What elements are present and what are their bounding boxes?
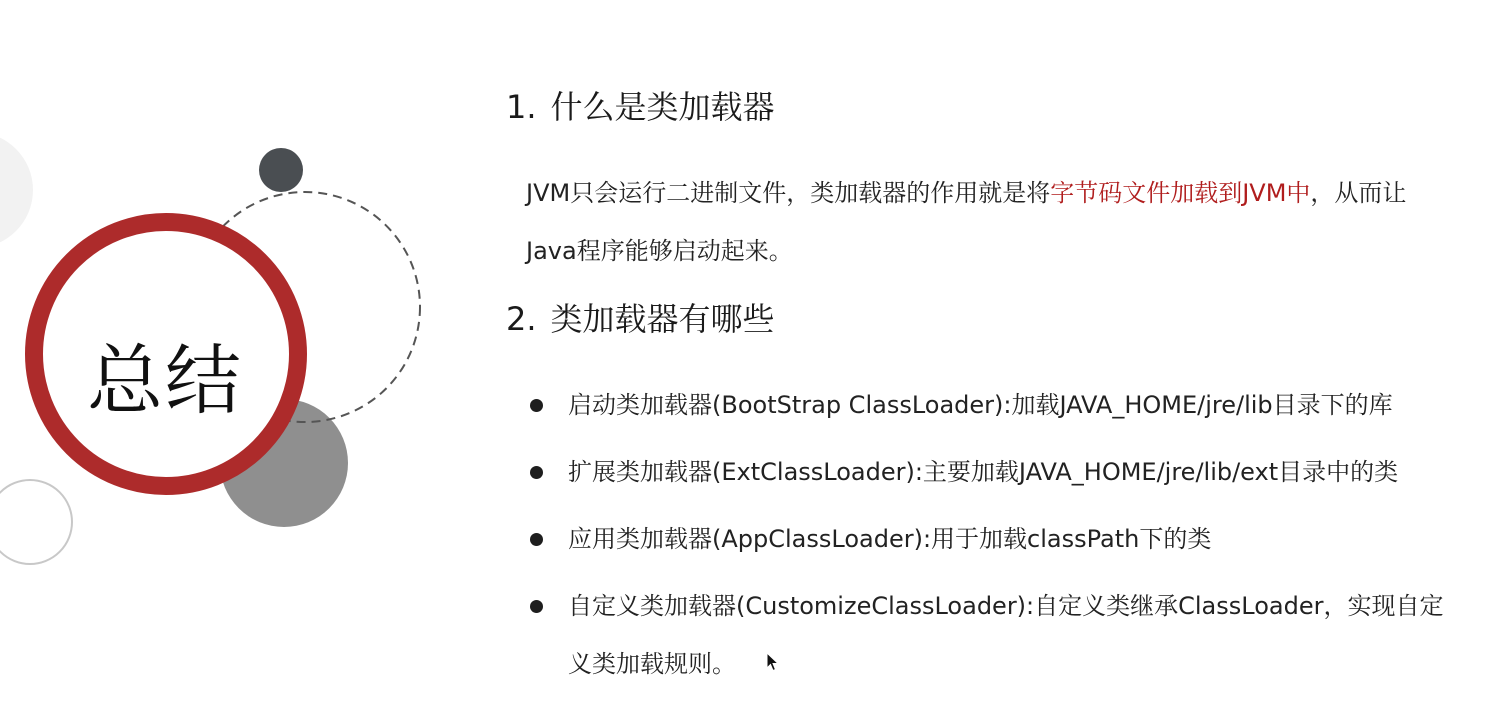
list-item-text: 扩展类加载器(ExtClassLoader):主要加载JAVA_HOME/jre/lib/ext目录中的类 <box>568 458 1399 486</box>
bullet-icon <box>530 466 543 479</box>
list-item <box>528 443 1458 501</box>
classloader-list <box>528 376 1458 702</box>
list-item <box>528 376 1458 434</box>
bullet-icon <box>530 600 543 613</box>
dark-dot-decor <box>259 148 303 192</box>
light-gray-circle-decor <box>0 132 33 248</box>
section-1-number: 1. <box>506 88 537 126</box>
section-2-title: 类加载器有哪些 <box>550 300 775 338</box>
mouse-pointer-icon <box>766 652 780 672</box>
section-1-paragraph <box>526 164 1456 280</box>
section-2-number: 2. <box>506 300 537 338</box>
list-item-text: 启动类加载器(BootStrap ClassLoader):加载JAVA_HOME/jre/lib目录下的库 <box>568 391 1393 419</box>
paragraph-text-after: ，从而让Java程序能够启动起来。 <box>526 179 1407 265</box>
list-item <box>528 577 1458 693</box>
section-1-title: 什么是类加载器 <box>550 88 775 126</box>
outline-circle-decor <box>0 480 72 564</box>
list-item-text: 应用类加载器(AppClassLoader):用于加载classPath下的类 <box>568 525 1212 553</box>
paragraph-highlight: 字节码文件加载到JVM中 <box>1050 179 1311 207</box>
bullet-icon <box>530 533 543 546</box>
section-2-heading <box>506 294 775 340</box>
bullet-icon <box>530 399 543 412</box>
section-1-heading <box>506 82 775 128</box>
summary-title: 总结 <box>87 336 243 425</box>
list-item-text: 自定义类加载器(CustomizeClassLoader):自定义类继承ClassLoader，实现自定义类加载规则。 <box>568 592 1444 678</box>
list-item <box>528 510 1458 568</box>
paragraph-text-before: JVM只会运行二进制文件，类加载器的作用就是将 <box>526 179 1051 207</box>
